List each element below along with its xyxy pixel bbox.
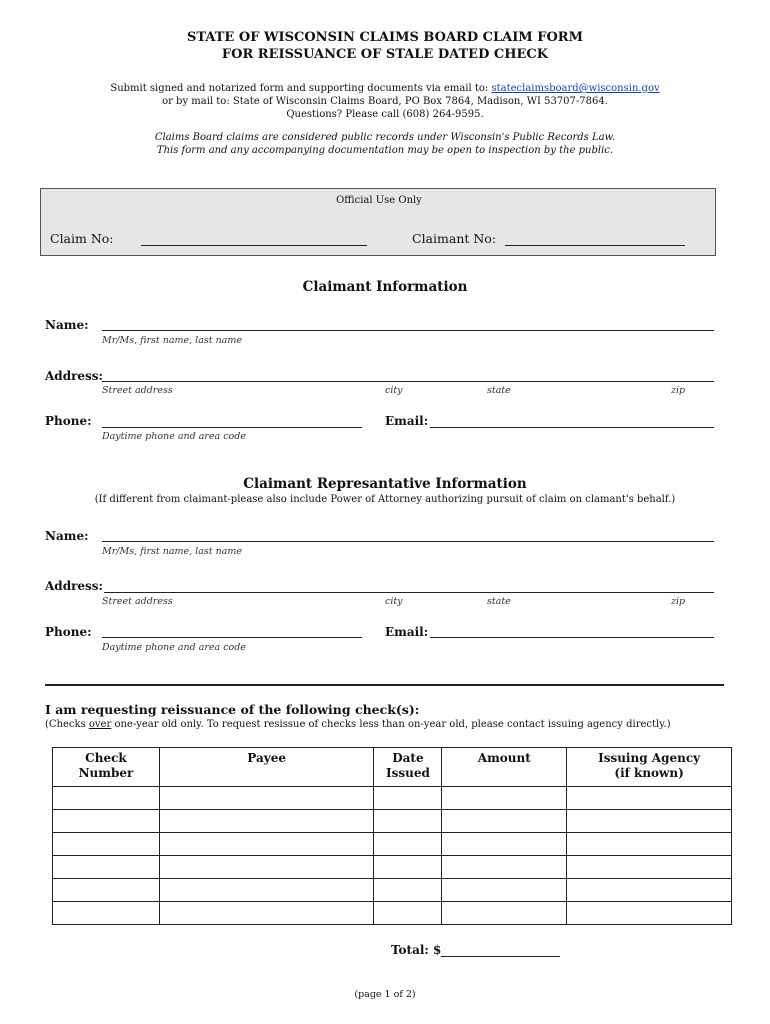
- amount-cell[interactable]: [442, 856, 567, 879]
- claimant-name-hint: Mr/Ms, first name, last name: [102, 335, 242, 346]
- col-check-number-line1: Check: [85, 751, 127, 765]
- check-number-cell[interactable]: [53, 902, 160, 925]
- claimant-address-label: Address:: [45, 369, 103, 383]
- col-payee-label: Payee: [247, 751, 287, 765]
- form-title-line1: STATE OF WISCONSIN CLAIMS BOARD CLAIM FORM: [187, 30, 583, 45]
- questions-line: Questions? Please call (608) 264-9595.: [286, 109, 484, 120]
- payee-cell[interactable]: [159, 810, 374, 833]
- submit-email-link[interactable]: stateclaimsboard@wisconsin.gov: [491, 83, 660, 94]
- page-number: (page 1 of 2): [354, 989, 416, 1000]
- issuing-agency-cell[interactable]: [567, 902, 732, 925]
- rep-address-label: Address:: [45, 579, 103, 593]
- claimant-phone-field[interactable]: [102, 427, 362, 428]
- date-issued-cell[interactable]: [374, 902, 442, 925]
- payee-cell[interactable]: [159, 833, 374, 856]
- amount-cell[interactable]: [442, 810, 567, 833]
- claim-no-field[interactable]: [141, 245, 367, 246]
- table-row: [53, 856, 732, 879]
- issuing-agency-cell[interactable]: [567, 787, 732, 810]
- checks-note-prefix: (Checks: [45, 719, 89, 730]
- check-number-cell[interactable]: [53, 787, 160, 810]
- check-number-cell[interactable]: [53, 879, 160, 902]
- payee-cell[interactable]: [159, 902, 374, 925]
- amount-cell[interactable]: [442, 879, 567, 902]
- submit-prefix: Submit signed and notarized form and supporting documents via email to:: [110, 83, 492, 94]
- issuing-agency-cell[interactable]: [567, 810, 732, 833]
- rep-email-field[interactable]: [430, 637, 714, 638]
- col-payee: [159, 748, 374, 787]
- claim-no-label: Claim No:: [50, 231, 114, 246]
- payee-cell[interactable]: [159, 787, 374, 810]
- col-check-number: [53, 748, 160, 787]
- amount-cell[interactable]: [442, 902, 567, 925]
- col-issuing-agency-line1: Issuing Agency: [598, 751, 701, 765]
- public-records-line1: Claims Board claims are considered public records under Wisconsin's Public Records Law.: [154, 132, 616, 143]
- table-row: [53, 879, 732, 902]
- rep-phone-field[interactable]: [102, 637, 362, 638]
- rep-phone-hint: Daytime phone and area code: [102, 642, 246, 653]
- public-records-line2: This form and any accompanying documentation may be open to inspection by the public.: [156, 145, 614, 156]
- checks-table: [52, 747, 732, 925]
- rep-phone-label: Phone:: [45, 625, 92, 639]
- claimant-name-field[interactable]: [102, 330, 714, 331]
- rep-info-heading: Claimant Represantative Information: [243, 476, 527, 492]
- claimant-email-field[interactable]: [430, 427, 714, 428]
- claimant-phone-label: Phone:: [45, 414, 92, 428]
- checks-note-suffix: one-year old only. To request resissue of checks less than on-year old, please contact issuing agency directly.): [111, 719, 671, 730]
- issuing-agency-cell[interactable]: [567, 833, 732, 856]
- col-date-issued-line1: Date: [392, 751, 424, 765]
- claimant-info-heading: Claimant Information: [302, 279, 468, 295]
- claimant-zip-hint: zip: [671, 385, 686, 396]
- rep-email-label: Email:: [385, 625, 429, 639]
- issuing-agency-cell[interactable]: [567, 879, 732, 902]
- rep-city-hint: city: [385, 596, 403, 607]
- rep-name-field[interactable]: [102, 541, 714, 542]
- claimant-email-label: Email:: [385, 414, 429, 428]
- date-issued-cell[interactable]: [374, 787, 442, 810]
- claimant-no-label: Claimant No:: [412, 231, 497, 246]
- col-amount: [442, 748, 567, 787]
- table-row: [53, 902, 732, 925]
- rep-name-hint: Mr/Ms, first name, last name: [102, 546, 242, 557]
- col-amount-label: Amount: [477, 751, 531, 765]
- total-label: Total: $: [391, 943, 442, 957]
- table-row: [53, 810, 732, 833]
- claimant-phone-hint: Daytime phone and area code: [102, 431, 246, 442]
- payee-cell[interactable]: [159, 879, 374, 902]
- submit-line: [0, 83, 770, 94]
- date-issued-cell[interactable]: [374, 856, 442, 879]
- rep-name-label: Name:: [45, 529, 89, 543]
- rep-address-field[interactable]: [104, 592, 714, 593]
- checks-note: [45, 719, 671, 730]
- claimant-name-label: Name:: [45, 318, 89, 332]
- payee-cell[interactable]: [159, 856, 374, 879]
- amount-cell[interactable]: [442, 833, 567, 856]
- checks-note-over: over: [88, 719, 112, 730]
- total-field[interactable]: [441, 956, 560, 957]
- table-row: [53, 833, 732, 856]
- check-number-cell[interactable]: [53, 856, 160, 879]
- rep-info-subheading: (If different from claimant-please also include Power of Attorney authorizing pursuit of claim on clamant's behalf.): [94, 494, 676, 505]
- mail-line: or by mail to: State of Wisconsin Claims Board, PO Box 7864, Madison, WI 53707-7864.: [162, 96, 608, 107]
- amount-cell[interactable]: [442, 787, 567, 810]
- checks-heading: I am requesting reissuance of the following check(s):: [45, 702, 420, 717]
- date-issued-cell[interactable]: [374, 879, 442, 902]
- col-date-issued-line2: Issued: [385, 766, 430, 780]
- claimant-state-hint: state: [487, 385, 511, 396]
- claimant-street-hint: Street address: [102, 385, 173, 396]
- claimant-city-hint: city: [385, 385, 403, 396]
- official-use-heading: Official Use Only: [336, 195, 422, 206]
- col-check-number-line2: Number: [78, 766, 134, 780]
- claimant-address-field[interactable]: [102, 381, 714, 382]
- form-title-line2: FOR REISSUANCE OF STALE DATED CHECK: [221, 47, 549, 62]
- date-issued-cell[interactable]: [374, 833, 442, 856]
- checks-header-row: [53, 748, 732, 787]
- date-issued-cell[interactable]: [374, 810, 442, 833]
- check-number-cell[interactable]: [53, 833, 160, 856]
- official-use-box: [40, 188, 716, 256]
- col-issuing-agency: [567, 748, 732, 787]
- section-divider: [45, 684, 724, 686]
- rep-street-hint: Street address: [102, 596, 173, 607]
- rep-zip-hint: zip: [671, 596, 686, 607]
- claimant-no-field[interactable]: [505, 245, 685, 246]
- issuing-agency-cell[interactable]: [567, 856, 732, 879]
- col-issuing-agency-line2: (if known): [614, 766, 684, 780]
- check-number-cell[interactable]: [53, 810, 160, 833]
- rep-state-hint: state: [487, 596, 511, 607]
- table-row: [53, 787, 732, 810]
- col-date-issued: [374, 748, 442, 787]
